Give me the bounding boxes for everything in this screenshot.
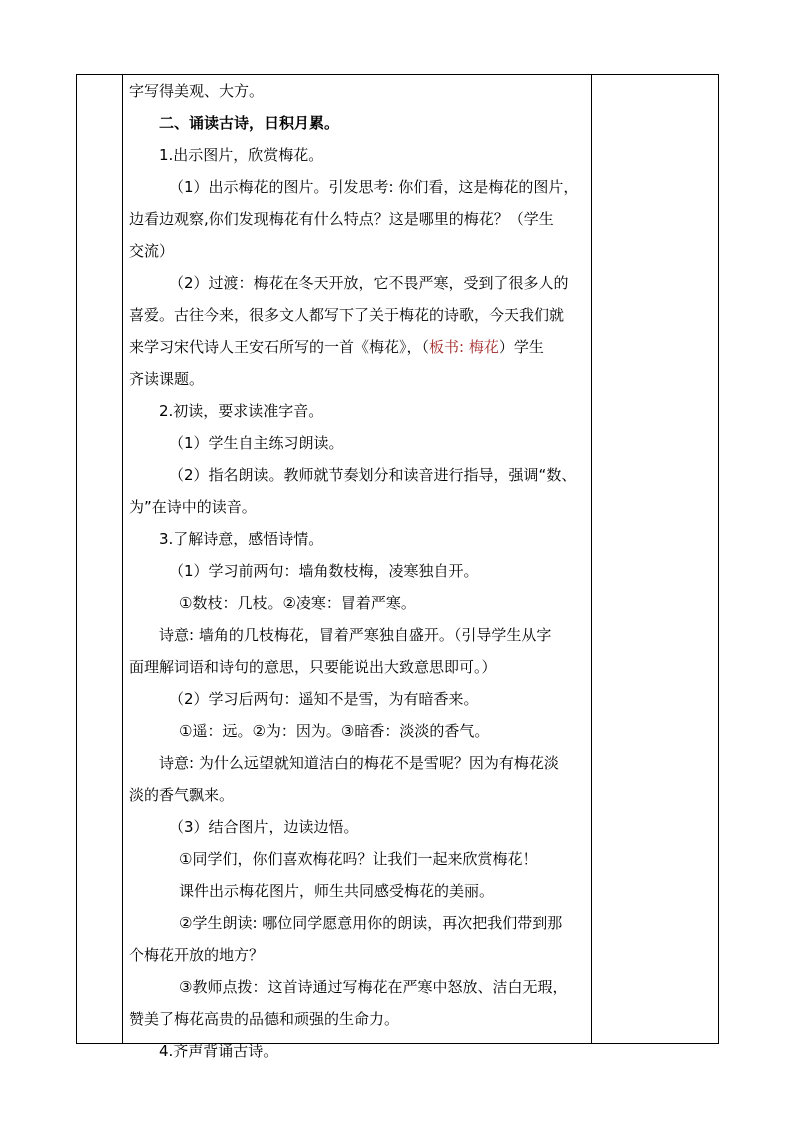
text-line: （3）结合图片，边读边悟。 — [169, 818, 359, 836]
text-line: 诗意: 墙角的几枝梅花，冒着严寒独自盛开。（引导学生从字 — [159, 626, 552, 644]
text-line: 交流） — [129, 242, 175, 260]
text-line: （2）学习后两句：遥知不是雪，为有暗香来。 — [169, 690, 479, 708]
section-heading: 二、诵读古诗，日积月累。 — [159, 114, 340, 132]
text-line: 为”在诗中的读音。 — [129, 498, 257, 516]
text-line: 面理解词语和诗句的意思，只要能说出大致意思即可。） — [129, 658, 497, 676]
step-heading: 2.初读，要求读准字音。 — [159, 402, 324, 420]
step-heading: 4.齐声背诵古诗。 — [159, 1042, 279, 1060]
text-line: 淡的香气飘来。 — [129, 786, 235, 804]
text-line: 个梅花开放的地方？ — [129, 946, 265, 964]
text-line: 字写得美观、大方。 — [129, 82, 265, 100]
lesson-table — [76, 74, 719, 1060]
text-line: 诗意: 为什么远望就知道洁白的梅花不是雪呢？因为有梅花淡 — [159, 754, 559, 772]
text-segment: 来学习宋代诗人王安石所写的一首《梅花》，（ — [129, 338, 430, 356]
text-line: ①同学们，你们喜欢梅花吗？让我们一起来欣赏梅花！ — [179, 850, 538, 868]
lesson-content-cell — [129, 75, 587, 1067]
text-line: （1）出示梅花的图片。引发思考: 你们看，这是梅花的图片， — [169, 178, 579, 196]
text-line: ③教师点拨：这首诗通过写梅花在严寒中怒放、洁白无瑕， — [179, 978, 568, 996]
text-line: 喜爱。古往今来，很多文人都写下了关于梅花的诗歌，今天我们就 — [129, 306, 565, 324]
text-line: 齐读课题。 — [129, 370, 205, 388]
text-line: ②学生朗读: 哪位同学愿意用你的朗读，再次把我们带到那 — [179, 914, 563, 932]
board-note: 板书: 梅花 — [429, 338, 499, 356]
text-line: 边看边观察,你们发现梅花有什么特点？这是哪里的梅花？（学生 — [129, 210, 554, 228]
text-line: ①遥：远。②为：因为。③暗香：淡淡的香气。 — [179, 722, 490, 740]
text-line: （2）过渡：梅花在冬天开放，它不畏严寒，受到了很多人的 — [169, 274, 569, 292]
text-line: （1）学生自主练习朗读。 — [169, 434, 344, 452]
text-line: ①数枝：几枝。②凌寒：冒着严寒。 — [179, 594, 416, 612]
column-divider-right — [591, 75, 592, 1043]
text-segment: ）学生 — [498, 338, 544, 356]
text-line: 课件出示梅花图片，师生共同感受梅花的美丽。 — [179, 882, 495, 900]
step-heading: 3.了解诗意，感悟诗情。 — [159, 530, 324, 548]
text-line: 赞美了梅花高贵的品德和顽强的生命力。 — [129, 1010, 400, 1028]
text-line: （2）指名朗读。教师就节奏划分和读音进行指导，强调“数、 — [169, 466, 577, 484]
text-line — [129, 331, 587, 363]
column-divider-left — [122, 75, 123, 1043]
text-line: （1）学习前两句：墙角数枝梅，凌寒独自开。 — [169, 562, 479, 580]
step-heading: 1.出示图片，欣赏梅花。 — [159, 146, 324, 164]
